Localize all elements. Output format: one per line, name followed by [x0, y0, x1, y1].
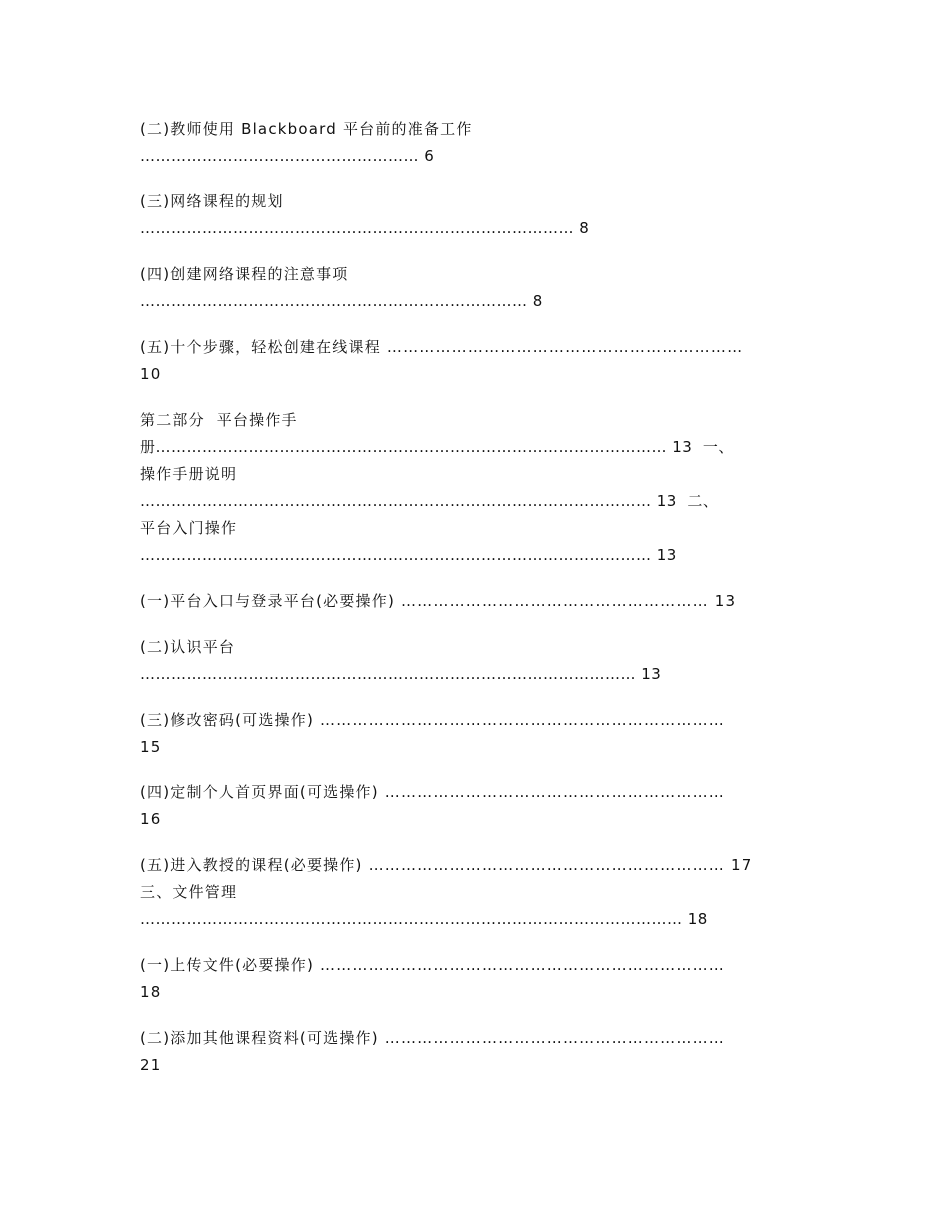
toc-line: (四)创建网络课程的注意事项 [140, 265, 349, 283]
toc-line: (一)平台入口与登录平台(必要操作) ………………………………………………… 13 [140, 592, 737, 610]
toc-line: (二)添加其他课程资料(可选操作) ……………………………………………………… [140, 1029, 725, 1047]
toc-line: 15 [140, 738, 162, 756]
toc-line: ……………………………………………… 6 [140, 147, 435, 165]
toc-line: 三、文件管理 [140, 883, 238, 901]
toc-line: ………………………………………………………………… 8 [140, 292, 543, 310]
toc-line: 16 [140, 810, 162, 828]
toc-line: …………………………………………………………………………………… 13 [140, 665, 662, 683]
toc-line: 18 [140, 983, 162, 1001]
toc-line: (二)教师使用 Blackboard 平台前的准备工作 [140, 120, 473, 138]
toc-line: ……………………………………………………………………………………… 13 [140, 546, 677, 564]
toc-line: (四)定制个人首页界面(可选操作) ……………………………………………………… [140, 783, 725, 801]
toc-line: 21 [140, 1056, 162, 1074]
toc-line: ………………………………………………………………………… 8 [140, 219, 590, 237]
toc-line: (三)修改密码(可选操作) ………………………………………………………………… [140, 711, 725, 729]
toc-line: 10 [140, 365, 162, 383]
toc-line: (三)网络课程的规划 [140, 192, 284, 210]
toc-line: 平台入门操作 [140, 519, 238, 537]
toc-line: (二)认识平台 [140, 638, 236, 656]
toc-line: (一)上传文件(必要操作) ………………………………………………………………… [140, 956, 725, 974]
toc-line: 操作手册说明 [140, 465, 238, 483]
toc-line: ……………………………………………………………………………………… 13 二、 [140, 492, 719, 510]
toc-line: …………………………………………………………………………………………… 18 [140, 910, 708, 928]
toc-line: 第二部分 平台操作手 [140, 411, 298, 429]
toc-line: 册……………………………………………………………………………………… 13 一、 [140, 438, 734, 456]
toc-line: (五)进入教授的课程(必要操作) ………………………………………………………… 17 [140, 856, 753, 874]
toc-line: (五)十个步骤，轻松创建在线课程 ………………………………………………………… [140, 338, 744, 356]
